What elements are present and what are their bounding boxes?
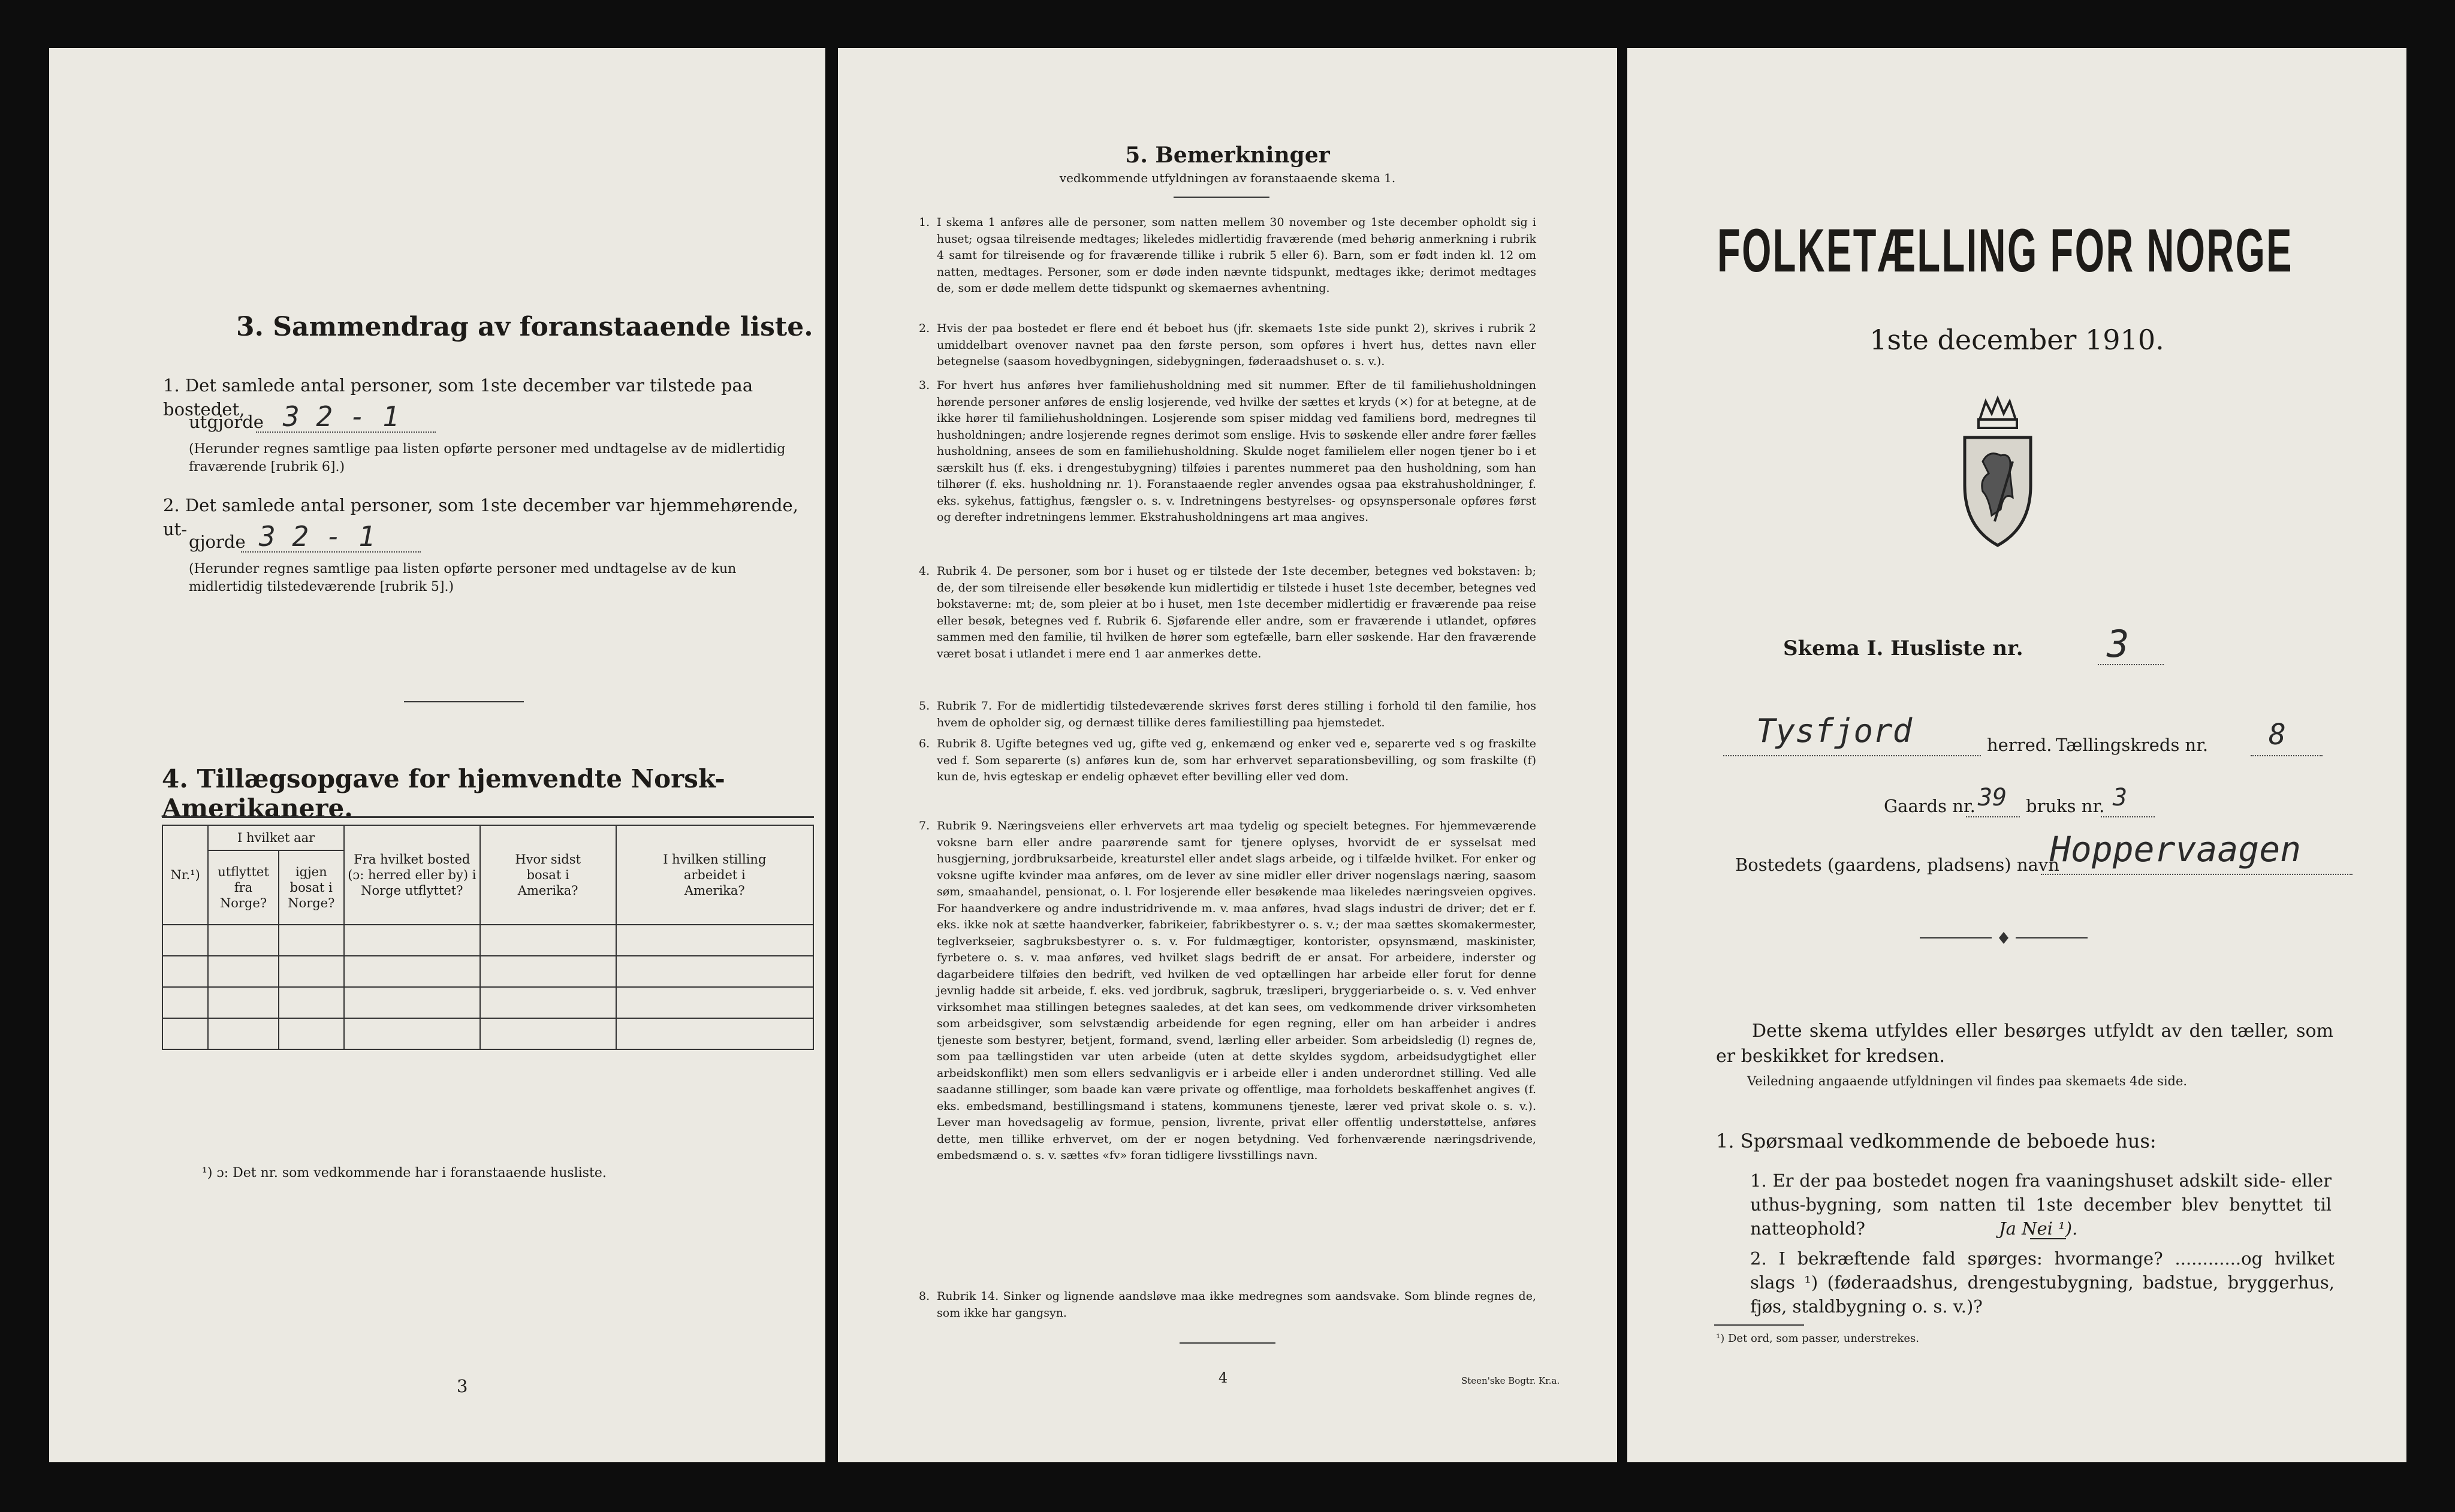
end-rule: [1180, 1342, 1275, 1344]
remark-item: 8. Rubrik 14. Sinker og lignende aandsløve maa ikke medregnes som aandsvake. Som blinde regnes de, som ikke har gangsyn.: [919, 1290, 1536, 1320]
norsk-amerikanere-table: [162, 825, 814, 1050]
question-2: 2. I bekræftende fald spørges: hvormange? ............og hvilket slags ¹) (føderaadshus, drengestubygning, badstue, bryggerhus, fjøs, staldbygning o. s. v.)?: [1750, 1248, 2335, 1317]
husliste-nr-line: [2098, 664, 2164, 665]
remark-item: 4. Rubrik 4. De personer, som bor i huset og er tilstede der 1ste december, betegnes ved bokstaven: b; de, der som tilreisende eller besøkende kun midlertidig er tilstede i huset 1ste december, betegnes ved bokstaverne: mt; de, som pleier at bo i huset, men 1ste december midlertidig er fraværende paa reise eller besøk, betegnes ved f. Rubrik 6. Sjøfarende eller andre, som er fraværende i utlandet, opføres sammen med den familie, til hvilken de hører som egtefælle, barn eller søskende. Har den fraværende været bosat i utlandet i mere end 1 aar anmerkes dette.: [919, 565, 1536, 660]
herred-label: herred.: [1987, 735, 2052, 755]
form-footnote: ¹) Det ord, som passer, understrekes.: [1716, 1332, 1919, 1345]
col-header-nr: Nr.¹): [162, 825, 208, 925]
remark-item: 3. For hvert hus anføres hver familiehusholdning med sit nummer. Efter de til familiehusholdningen hørende personer anføres de enslig losjerende, ved hvilke der sættes et kryds (×) for at betegne, at de ikke hører til familiehusholdningen. Losjerende som spiser middag ved familiens bord, medregnes til husholdningen; andre losjerende regnes derimot som enslige. Hvis to søskende eller andre fører fælles husholdning, ansees de som en familiehusholdning. Skulde noget familielem eller nogen tjener bo i et særskilt hus (f. eks. i drengestubygning) tilføies i parentes nummeret paa den husholdning, som han tilhører (f. eks. husholdning nr. 1). Foranstaaende regler anvendes ogsaa paa ekstrahusholdninger, f. eks. sykehus, fattighus, fængsler o. s. v. Indretningens bestyrelses- og opsynspersonale opføres først og derefter indretningens lemmer. Ekstrahusholdningens art maa angives.: [919, 379, 1536, 524]
remark-item: 1. I skema 1 anføres alle de personer, som natten mellem 30 november og 1ste december opholdt sig i huset; ogsaa tilreisende medtages; likeledes midlertidig fraværende (med behørig anmerkning i rubrik 4 samt for tilreisende og for fraværende tillike i rubrik 5 eller 6). Barn, som er født inden kl. 12 om natten, medtages. Personer, som er døde inden nævnte tidspunkt, medtages ikke; derimot medtages de, som er døde mellem dette tidspunkt og skemaernes avhentning.: [919, 216, 1536, 295]
col-header-igjen: igjen bosat i Norge?: [279, 850, 344, 925]
fleuron-icon: [1920, 929, 2088, 949]
table-row: [162, 987, 813, 1018]
page-number-3: 3: [457, 1376, 468, 1396]
summary-item1-note: (Herunder regnes samtlige paa listen opførte personer med undtagelse av de midlertidig fraværende [rubrik 6].): [189, 442, 786, 475]
answer-underline: [2030, 1238, 2066, 1239]
summary-item1-text: 1. Det samlede antal personer, som 1ste december var tilstede paa bostedet,: [163, 375, 753, 420]
col-header-stilling: I hvilken stilling arbeidet i Amerika?: [616, 825, 813, 925]
summary-item2-line: [241, 551, 421, 553]
col-header-utflyttet: utflyttet fra Norge?: [208, 850, 278, 925]
summary-item1-line: [256, 431, 436, 433]
gaards-line: [1966, 816, 2020, 817]
bemerkninger-title: 5. Bemerkninger: [1125, 143, 1330, 168]
page1-footnote: ¹) ɔ: Det nr. som vedkommende har i foranstaaende husliste.: [202, 1166, 607, 1181]
remark-item: 2. Hvis der paa bostedet er flere end ét beboet hus (jfr. skemaets 1ste side punkt 2), skrives i rubrik 2 umiddelbart ovenover navnet paa den første person, som opføres i hvert hus, dettes navn eller betegnelse (saasom hovedbygningen, sidebygningen, føderaadshuset o. s. v.).: [919, 322, 1536, 368]
kreds-line: [2251, 755, 2323, 756]
page-left: [49, 48, 825, 1462]
table-row: [162, 956, 813, 987]
page-number-4: 4: [1219, 1369, 1228, 1386]
printer-mark: Steen'ske Bogtr. Kr.a.: [1461, 1375, 1560, 1386]
bosted-value: Hoppervaagen: [2050, 829, 2302, 870]
summary-item2-label: gjorde: [189, 532, 246, 552]
question-1-answer: Ja Nei ¹).: [1999, 1218, 2078, 1239]
table-top-rule: [162, 816, 814, 818]
skema-label: Skema I. Husliste nr.: [1783, 636, 2023, 660]
form-date: 1ste december 1910.: [1869, 324, 2164, 356]
table-row: [162, 925, 813, 956]
bemerkninger-subtitle: vedkommende utfyldningen av foranstaaende skema 1.: [1059, 171, 1396, 185]
questions-heading: 1. Spørsmaal vedkommende de beboede hus:: [1716, 1130, 2157, 1152]
divider-rule: [404, 701, 524, 702]
remark-item: 6. Rubrik 8. Ugifte betegnes ved ug, gifte ved g, enkemænd og enker ved e, separerte ved s og fraskilte ved f. Som separerte (s) anføres kun de, som har erhvervet separationsbevilling, og som fraskilte (f) kun de, hvis egteskap er endelig ophævet efter bevilling eller ved dom.: [919, 737, 1536, 783]
bruks-value: 3: [2113, 784, 2128, 811]
form-intro-small: Veiledning angaaende utfyldningen vil findes paa skemaets 4de side.: [1747, 1074, 2188, 1088]
bruks-line: [2101, 816, 2155, 817]
kreds-value: 8: [2269, 718, 2286, 752]
summary-item2-handwritten: 3 2 - 1: [259, 520, 375, 553]
summary-item2-text: 2. Det samlede antal personer, som 1ste december var hjemmehørende, ut-: [163, 495, 798, 539]
husliste-nr-value: 3: [2107, 622, 2130, 666]
kreds-label: Tællingskreds nr.: [2056, 735, 2209, 755]
remark-item: 5. Rubrik 7. For de midlertidig tilstedeværende skrives først deres stilling i forhold til den familie, hos hvem de opholder sig, og dernæst tillike deres familiestilling paa hjemstedet.: [919, 699, 1536, 729]
bruks-label: bruks nr.: [2026, 796, 2105, 816]
summary-item2-note: (Herunder regnes samtlige paa listen opførte personer med undtagelse av de kun midlertidig tilstedeværende [rubrik 5].): [189, 562, 737, 594]
remark-item: 7. Rubrik 9. Næringsveiens eller erhvervets art maa tydelig og specielt betegnes. For hjemmeværende voksne barn eller andre paarørende samt for tjenere oplyses, hvorvidt de er sysselsat med husgjerning, jordbruksarbeide, kreaturstel eller andet slags arbeide, og i tilfælde hvilket. For enker og voksne ugifte kvinder maa anføres, om de lever av sine midler eller driver nogenslags næring, saasom søm, smaahandel, pensionat, o. l. For losjerende eller besøkende maa likeledes næringsveien opgives. For haandverkere og andre industridrivende m. v. maa anføres, hvad slags industri de driver; det er f. eks. ikke nok at sætte haandverker, fabrikeier, fabrikbestyrer o. s. v.; der maa sættes skomakermester, teglverkseier, sagbruksbestyrer o. s. v. For fuldmægtiger, kontorister, opsynsmænd, maskinister, fyrbetere o. s. v. maa anføres, ved hvilket slags bedrift de er ansat. For arbeidere, inderster og dagarbeidere tilføies den bedrift, ved hvilken de ved optællingen har arbeide eller forut for denne jevnlig hadde sit arbeide, f. eks. ved jordbruk, sagbruk, træsliperi, bryggeriarbeide o. s. v. Ved enhver virksomhet maa stillingen betegnes saaledes, at det kan sees, om vedkommende driver virksomheten som arbeidsgiver, som selvstændig arbeidende for egen regning, eller om han arbeider i andres tjeneste som bestyrer, betjent, formand, svend, lærling eller arbeider. Som arbeidsledig (l) regnes de, som paa tællingstiden var uten arbeide (uten at dette skyldes sygdom, arbeidsudygtighet eller arbeidskonflikt) men som ellers sedvanligvis er i arbeide eller i anden underordnet stilling. Ved alle saadanne stillinger, som baade kan være private og offentlige, maa forholdets beskaffenhet angives (f. eks. embedsmand, bestillingsmand i statens, kommunens tjeneste, lærer ved privat skole o. s. v.). Lever man hovedsagelig av formue, pension, livrente, privat eller offentlig understøttelse, anføres dette, men tillike erhvervet, om der er nogen betydning. Ved forhenværende næringsdrivende, embedsmænd o. s. v. sættes «fv» foran tidligere livsstillings navn.: [919, 819, 1536, 1162]
gaards-value: 39: [1978, 784, 2007, 811]
section3-title: 3. Sammendrag av foranstaaende liste.: [236, 312, 813, 342]
summary-item1-handwritten: 3 2 - 1: [283, 400, 399, 433]
gaards-label: Gaards nr.: [1884, 796, 1976, 816]
form-intro: Dette skema utfyldes eller besørges utfyldt av den tæller, som er beskikket for kredsen.: [1716, 1021, 2333, 1067]
col-header-fra: Fra hvilket bosted (ɔ: herred eller by) i Norge utflyttet?: [344, 825, 480, 925]
section4-title: 4. Tillægsopgave for hjemvendte Norsk-Amerikanere.: [162, 764, 725, 823]
norwegian-lion-coat-of-arms-icon: [1956, 396, 2040, 554]
bemerkninger-rule: [1174, 197, 1269, 198]
bosted-line: [2041, 874, 2353, 875]
form-title: FOLKETÆLLING FOR NORGE: [1717, 216, 2293, 285]
col-header-hvor: Hvor sidst bosat i Amerika?: [480, 825, 616, 925]
herred-value: Tysfjord: [1756, 712, 1913, 750]
bosted-label: Bostedets (gaardens, pladsens) navn: [1735, 855, 2059, 875]
page-middle: [838, 48, 1617, 1462]
footnote-rule: [1714, 1324, 1804, 1326]
col-header-group: I hvilket aar: [208, 825, 344, 850]
herred-line: [1723, 755, 1981, 756]
question-1: 1. Er der paa bostedet nogen fra vaaningshuset adskilt side- eller uthus-bygning, som natten til 1ste december blev benyttet til natteophold?: [1750, 1170, 2332, 1239]
table-row: [162, 1018, 813, 1049]
summary-item1-label: utgjorde: [189, 412, 264, 432]
page-right: [1627, 48, 2406, 1462]
